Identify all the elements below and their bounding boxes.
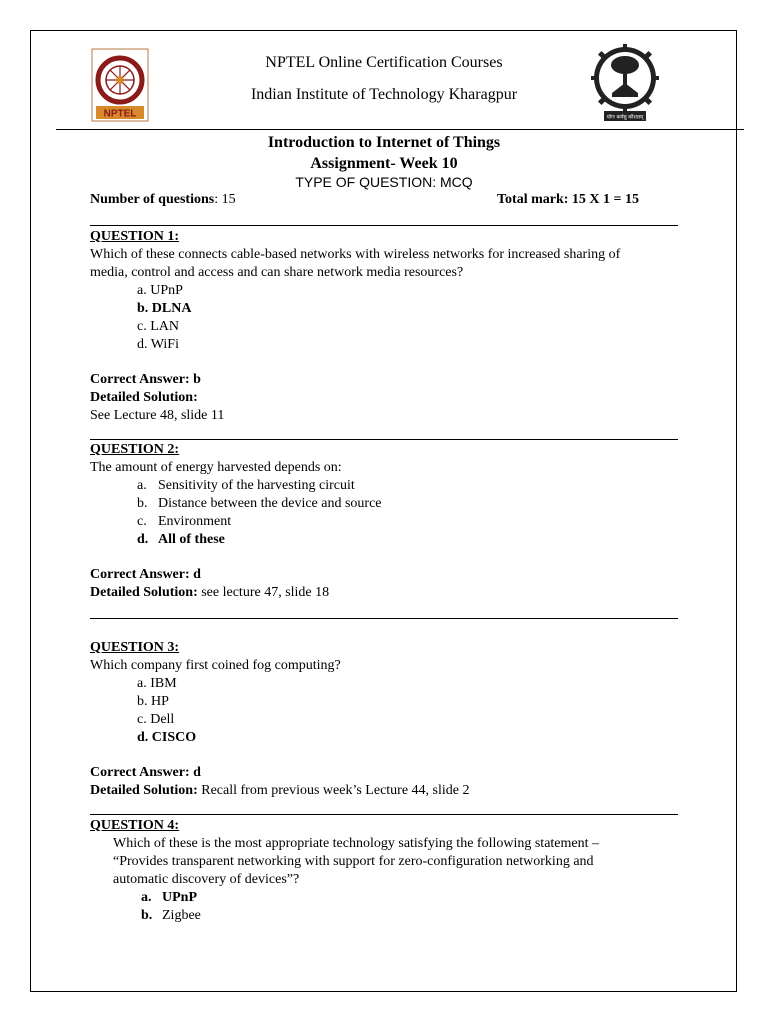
separator bbox=[90, 814, 678, 815]
option-text: UPnP bbox=[162, 890, 197, 905]
question-3-option-a: a. IBM bbox=[137, 676, 177, 691]
assignment-title: Assignment- Week 10 bbox=[310, 155, 458, 172]
option-letter: b. bbox=[141, 908, 153, 923]
question-3-correct-answer: Correct Answer: d bbox=[90, 765, 201, 780]
question-4-text-line-2: “Provides transparent networking with support for zero-configuration networking and bbox=[113, 854, 594, 869]
question-3-solution-label: Detailed Solution: bbox=[90, 783, 198, 798]
course-title: Introduction to Internet of Things bbox=[267, 134, 501, 151]
num-questions-value: : 15 bbox=[214, 192, 236, 207]
question-1-text-line-1: Which of these connects cable-based networks with wireless networks for increased sharing of bbox=[90, 247, 621, 262]
question-1-solution-label: Detailed Solution: bbox=[90, 390, 198, 405]
question-1-correct-answer: Correct Answer: b bbox=[90, 372, 201, 387]
option-text: Sensitivity of the harvesting circuit bbox=[158, 478, 355, 493]
question-4-text-line-1: Which of these is the most appropriate technology satisfying the following statement – bbox=[113, 836, 600, 851]
question-1 bbox=[90, 228, 680, 425]
question-4-option-b bbox=[141, 907, 690, 925]
question-3-title: QUESTION 3: bbox=[90, 640, 180, 655]
question-1-option-a: a. UPnP bbox=[137, 283, 183, 298]
question-2-solution-label: Detailed Solution: bbox=[90, 585, 198, 600]
question-2-title: QUESTION 2: bbox=[90, 442, 180, 457]
question-2-option-c bbox=[137, 513, 680, 531]
option-text: Environment bbox=[158, 514, 232, 529]
question-3-option-c: c. Dell bbox=[137, 712, 175, 727]
question-1-solution-text: See Lecture 48, slide 11 bbox=[90, 408, 225, 423]
option-letter: a. bbox=[137, 478, 147, 493]
iit-logo-motto: योगः कर्मसु कौशलम् bbox=[606, 114, 644, 121]
question-4-title: QUESTION 4: bbox=[90, 818, 180, 833]
question-4-text-line-3: automatic discovery of devices”? bbox=[113, 872, 300, 887]
option-text: Zigbee bbox=[162, 908, 201, 923]
total-mark: Total mark: 15 X 1 = 15 bbox=[497, 192, 640, 207]
question-type: TYPE OF QUESTION: MCQ bbox=[295, 174, 473, 190]
nptel-logo-text: NPTEL bbox=[103, 108, 137, 120]
header-line-1: NPTEL Online Certification Courses bbox=[265, 54, 503, 71]
separator bbox=[90, 439, 678, 440]
option-letter: c. bbox=[137, 514, 147, 529]
question-2-option-b bbox=[137, 495, 680, 513]
question-4 bbox=[90, 817, 690, 925]
header-divider bbox=[56, 129, 744, 130]
question-2-solution bbox=[90, 584, 680, 602]
question-3-option-b: b. HP bbox=[137, 694, 169, 709]
question-1-title: QUESTION 1: bbox=[90, 229, 180, 244]
question-1-text-line-2: media, control and access and can share network media resources? bbox=[90, 265, 464, 280]
option-letter: d. bbox=[137, 532, 149, 547]
question-2-option-a bbox=[137, 477, 680, 495]
header-line-2: Indian Institute of Technology Kharagpur bbox=[250, 86, 518, 103]
question-3-solution-text: Recall from previous week’s Lecture 44, slide 2 bbox=[197, 783, 470, 798]
question-1-option-c: c. LAN bbox=[137, 319, 179, 334]
question-3-option-d: d. CISCO bbox=[137, 730, 197, 745]
question-3-text-line-1: Which company first coined fog computing? bbox=[90, 658, 341, 673]
option-letter: b. bbox=[137, 496, 148, 511]
question-2-text-line-1: The amount of energy harvested depends on: bbox=[90, 460, 342, 475]
separator bbox=[90, 225, 678, 226]
question-4-option-a bbox=[141, 889, 690, 907]
question-2-correct-answer: Correct Answer: d bbox=[90, 567, 201, 582]
option-letter: a. bbox=[141, 890, 152, 905]
question-2 bbox=[90, 441, 680, 602]
separator bbox=[90, 618, 678, 619]
option-text: Distance between the device and source bbox=[158, 496, 382, 511]
question-1-option-d: d. WiFi bbox=[137, 337, 179, 352]
question-1-option-b: b. DLNA bbox=[137, 301, 192, 316]
option-text: All of these bbox=[158, 532, 225, 547]
question-3-solution bbox=[90, 782, 680, 800]
number-of-questions bbox=[90, 192, 236, 208]
question-3 bbox=[90, 639, 680, 800]
question-2-option-d bbox=[137, 531, 680, 549]
question-2-solution-text: see lecture 47, slide 18 bbox=[197, 585, 330, 600]
num-questions-label: Number of questions bbox=[90, 192, 215, 207]
